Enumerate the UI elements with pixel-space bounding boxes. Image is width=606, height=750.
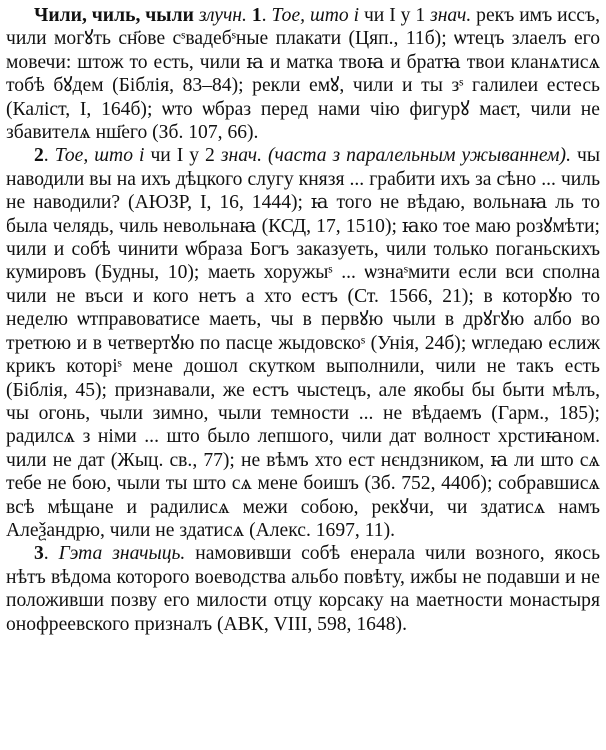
sense-1-suffix: знач. [430,5,472,26]
sense-1-number: 1 [251,5,262,26]
headword: Чили, чиль, чыли [34,5,194,26]
sense-2-suffix: знач. (часта з паралельным ужываннем). [220,145,571,167]
sense-3-number: 3 [34,543,44,565]
sense-1-crossref: чи I у 1 [363,5,426,26]
sense-1-paragraph: Чили, чиль, чыли злучн. 1. Тое, што і чи I у 1 знач. рекъ имъ иссъ, чили могꙋть сн҃ове сˢвадебˢные плакати (Цяп., 11б); ѡтецъ злаелъ его мовечи: штож то есть, чили ꙗ и матка твоꙗ и братꙗ твои кланѧтисѧ тобѣ бꙋдем (Біблія, 83–84); рекли емꙋ, чили и ты зˢ галилеи естесь (Каліст, I, 164б); ѡто ѡбраз перед нами чію фигурꙋ маєт, чили не збавителѧ нш҃его (Зб. 107, 66). [6,5,601,144]
sense-1-definition: Тое, што і [271,5,360,26]
sense-2-crossref: чи I у 2 [150,145,215,167]
sense-3-paragraph: 3. Гэта значыць. намовивши собѣ енерала чили возного, якось нѣтъ вѣдома которого воеводства альбо повѣту, ижбы не подавши и не положивши позву его милости отцу корсаку на маетности монастыря онофреевского призналъ (АВК, VIII, 598, 1648). [6,543,601,635]
sense-2-number: 2 [34,145,44,167]
sense-2-definition: Тое, што і [54,145,145,167]
sense-3-definition: Гэта значыць. [58,543,186,565]
sense-1-citations: рекъ имъ иссъ, чили могꙋть сн҃ове сˢвадебˢные плакати (Цяп., 11б); ѡтецъ злаелъ его мовечи: штож то есть, чили ꙗ и матка твоꙗ и братꙗ твои кланѧтисѧ тобѣ бꙋдем (Біблія, 83–84); рекли емꙋ, чили и ты зˢ галилеи естесь (Каліст, I, 164б); ѡто ѡбраз перед нами чію фигурꙋ маєт, чили не збавителѧ нш҃его (Зб. 107, 66). [6,5,601,144]
sense-3-citations: намовивши собѣ енерала чили возного, якось нѣтъ вѣдома которого воеводства альбо повѣту, ижбы не подавши и не положивши позву его милости отцу корсаку на маетности монастыря онофреевского призналъ (АВК, VIII, 598, 1648). [6,543,601,635]
sense-2-paragraph: 2. Тое, што і чи I у 2 знач. (часта з паралельным ужываннем). чы наводили вы на ихъ дѣцкого слугу князя ... грабити ихъ за сѣно ... чиль не наводили? (АЮЗР, I, 16, 1444); ꙗ того не вѣдаю, вольнаꙗ ль то была челядь, чиль невольнаꙗ (КСД, 17, 1510); ꙗко тое маю розꙋмѣти; чили и собѣ чинити ѡбраза Богъ заказуеть, чили только поганьскихъ кумировъ (Будны, 10); маеть хоружыˢ ... ѡзнаˢмити если вси сполна чили не въси и кого нетъ а хто естъ (Ст. 1566, 21); в которꙋю то неделю ѡтправоватисе маеть, чы в первꙋю чыли в дрꙋгꙋю албо во третюю и в четвертꙋю по пасце жыдовскоˢ (Унія, 24б); ѡгледаю еслиж крикъ которіˢ мене дошол скутком выполнили, чили не такъ есть (Біблія, 45); признавали, же естъ чыстецъ, але якобы бы быти мѣлъ, чы огонь, чыли зимно, чыли темности ... не вѣдаемъ (Гарм., 185); радилсѧ з німи ... што было лепшого, чили дат волност хрстиꙗном. чили не дат (Жыц. св., 77); не вѣмъ хто ест нєндзником, ꙗ ли што сѧ тебе не бою, чыли ты што сѧ мене боишъ (Зб. 752, 440б); собравшисѧ всѣ мѣщане и радилисѧ межи собою, рекꙋчи, чи здатисѧ намъ Алеѯандрю, чили не здатисѧ (Алекс. 1697, 11). [6,145,601,541]
sense-2-citations: чы наводили вы на ихъ дѣцкого слугу князя ... грабити ихъ за сѣно ... чиль не наводили? (АЮЗР, I, 16, 1444); ꙗ того не вѣдаю, вольнаꙗ ль то была челядь, чиль невольнаꙗ (КСД, 17, 1510); ꙗко тое маю розꙋмѣти; чили и собѣ чинити ѡбраза Богъ заказуеть, чили только поганьскихъ кумировъ (Будны, 10); маеть хоружыˢ ... ѡзнаˢмити если вси сполна чили не въси и кого нетъ а хто естъ (Ст. 1566, 21); в которꙋю то неделю ѡтправоватисе маеть, чы в первꙋю чыли в дрꙋгꙋю албо во третюю и в четвертꙋю по пасце жыдовскоˢ (Унія, 24б); ѡгледаю еслиж крикъ которіˢ мене дошол скутком выполнили, чили не такъ есть (Біблія, 45); признавали, же естъ чыстецъ, але якобы бы быти мѣлъ, чы огонь, чыли зимно, чыли темности ... не вѣдаемъ (Гарм., 185); радилсѧ з німи ... што было лепшого, чили дат волност хрстиꙗном. чили не дат (Жыц. св., 77); не вѣмъ хто ест нєндзником, ꙗ ли што сѧ тебе не бою, чыли ты што сѧ мене боишъ (Зб. 752, 440б); собравшисѧ всѣ мѣщане и радилисѧ межи собою, рекꙋчи, чи здатисѧ намъ Алеѯандрю, чили не здатисѧ (Алекс. 1697, 11). [6,145,601,541]
part-of-speech: злучн. [198,5,247,26]
